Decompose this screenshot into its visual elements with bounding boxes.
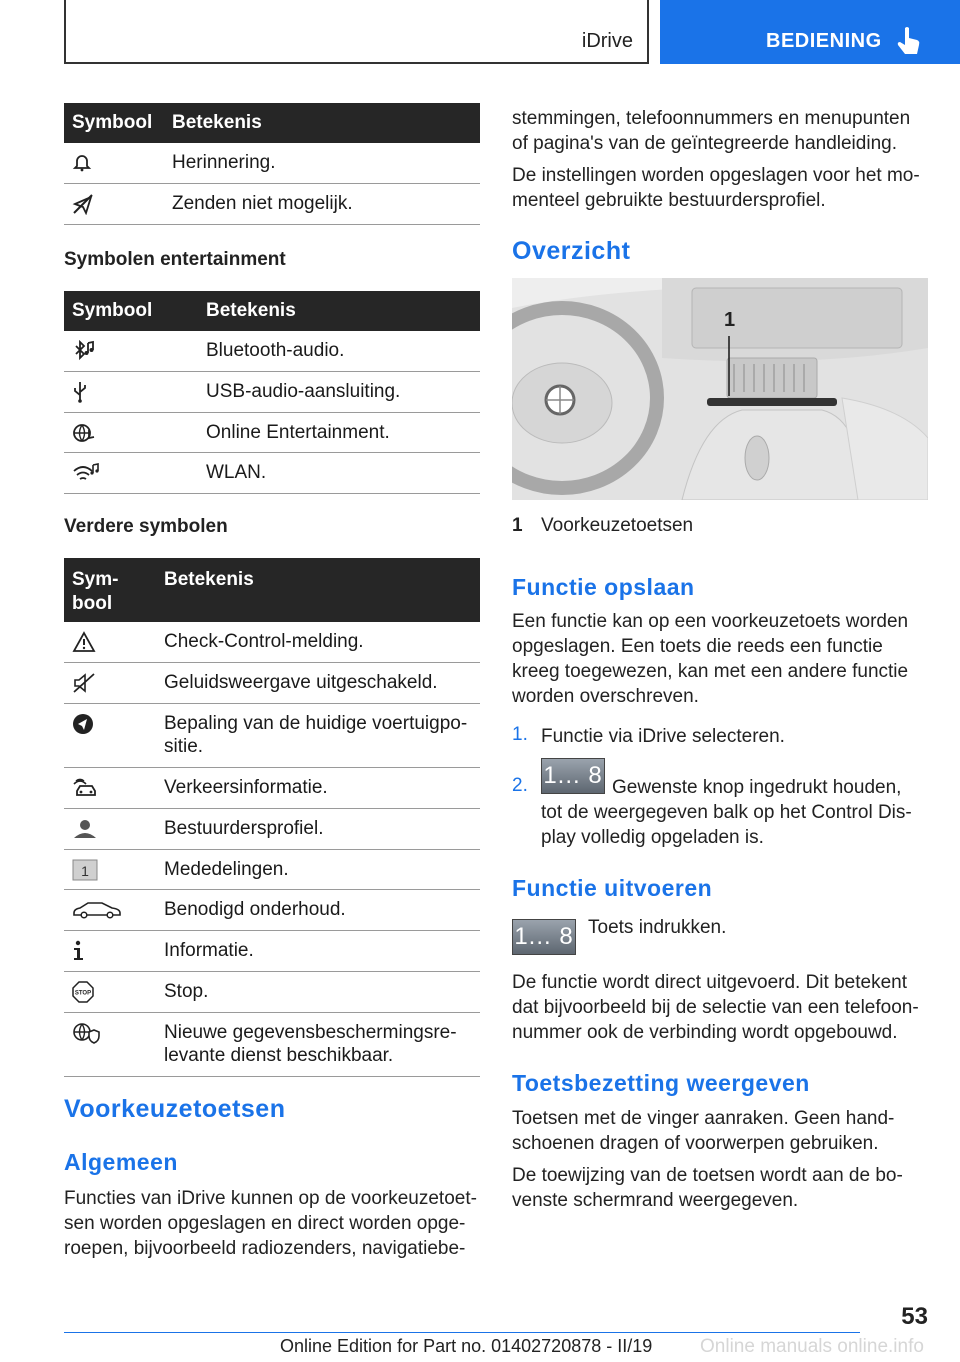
table-row — [64, 808, 480, 849]
table-row — [64, 622, 480, 662]
row-text: Verkeersinformatie. — [156, 768, 480, 809]
section-title: Voorkeuzetoetsen — [64, 1095, 286, 1123]
intro-paragraph-2 — [512, 163, 928, 213]
driver-profile-icon — [72, 818, 98, 840]
step-number: 2. — [512, 775, 528, 796]
location-icon — [72, 713, 94, 735]
traffic-icon — [72, 777, 100, 799]
row-text: Informatie. — [156, 931, 480, 972]
table-row — [64, 890, 480, 931]
usb-icon — [72, 381, 88, 403]
text-line: De functie wordt direct uitgevoerd. Dit betekent — [512, 972, 907, 993]
data-protection-icon — [72, 1022, 100, 1044]
col-meaning-header: Betekenis — [198, 291, 480, 331]
header-section-title: iDrive — [581, 30, 633, 52]
table-row — [64, 453, 480, 494]
row-text: Herinnering. — [164, 143, 480, 183]
table-row — [64, 849, 480, 890]
symbols-table-entertainment — [64, 291, 480, 494]
col-symbol-header: Symbool — [64, 291, 198, 331]
stop-icon-label: STOP — [74, 990, 92, 997]
row-text: Check-Control-melding. — [156, 622, 480, 662]
bluetooth-audio-icon — [72, 340, 96, 362]
text-line: Functies van iDrive kunnen op de voorkeuzetoet- — [64, 1188, 477, 1209]
table-row — [64, 331, 480, 371]
preset-button-image: 1... 8 — [512, 919, 576, 955]
legend-number: 1 — [512, 515, 523, 536]
row-text: Benodigd onderhoud. — [156, 890, 480, 931]
car-service-icon — [72, 899, 122, 919]
footer-edition: Online Edition for Part no. 01402720878 - II/19 — [280, 1336, 653, 1356]
execute-title: Functie uitvoeren — [512, 875, 713, 901]
text-line: schoenen dragen of voorwerpen gebruiken. — [512, 1133, 879, 1154]
table-row — [64, 1012, 480, 1077]
step-text: Gewenste knop ingedrukt houden, — [612, 777, 902, 798]
preset-button-image: 1... 8 — [541, 758, 605, 794]
header-section-box — [64, 0, 649, 64]
show-paragraph-1 — [512, 1106, 928, 1156]
text-line: stemmingen, telefoonnummers en menupunten — [512, 108, 911, 129]
execute-paragraph — [512, 970, 932, 1045]
row-text: WLAN. — [198, 453, 480, 494]
col-meaning-header: Betekenis — [156, 558, 480, 622]
table-row — [64, 931, 480, 972]
info-icon — [72, 940, 86, 962]
header-chapter-box — [660, 0, 960, 64]
footer-rule — [64, 1332, 860, 1333]
col-meaning-header: Betekenis — [164, 103, 480, 143]
text-line: nummer ook de verbinding wordt opgebouwd. — [512, 1022, 898, 1043]
text-line: De toewijzing van de toetsen wordt aan de bo- — [512, 1165, 903, 1186]
table-row — [64, 143, 480, 183]
message-icon-label: 1 — [81, 862, 89, 879]
page-number: 53 — [901, 1303, 928, 1330]
no-send-icon — [72, 193, 94, 215]
mute-icon — [72, 672, 96, 694]
symbols-table-other — [64, 558, 480, 1077]
row-text: Bepaling van de huidige voertuigpo- sitie. — [156, 703, 480, 768]
section-subtitle: Algemeen — [64, 1149, 178, 1175]
step-text: Functie via iDrive selecteren. — [541, 726, 785, 747]
overview-title: Overzicht — [512, 237, 631, 265]
table-row — [64, 768, 480, 809]
header-chapter-title: BEDIENING — [766, 30, 882, 52]
stop-icon — [72, 981, 94, 1003]
save-paragraph — [512, 609, 928, 709]
table-row — [64, 412, 480, 453]
text-line: tot de weergegeven balk op het Control Dis- — [541, 802, 912, 823]
text-line: worden overschreven. — [512, 686, 699, 707]
col-symbol-header: Sym- bool — [64, 558, 156, 622]
show-paragraph-2 — [512, 1163, 928, 1213]
legend-text: Voorkeuzetoetsen — [541, 515, 694, 536]
photo-callout: 1 — [724, 309, 736, 331]
text-line: Toetsen met de vinger aanraken. Geen hand- — [512, 1108, 895, 1129]
table-row — [64, 662, 480, 703]
row-text: Bluetooth-audio. — [198, 331, 480, 371]
text-line: menteel gebruikte bestuurdersprofiel. — [512, 190, 826, 211]
row-text: Online Entertainment. — [198, 412, 480, 453]
left-paragraph — [64, 1186, 480, 1261]
dashboard-illustration — [512, 278, 928, 500]
text-line: dat bijvoorbeeld bij de selectie van een telefoon- — [512, 997, 919, 1018]
step-number: 1. — [512, 724, 528, 745]
watermark: Online manuals online.info — [700, 1336, 924, 1357]
wlan-icon — [72, 462, 100, 484]
text-line: opgeslagen. Een toets die reeds een functie — [512, 636, 883, 657]
symbols-table-1 — [64, 103, 480, 225]
row-text: Stop. — [156, 971, 480, 1012]
text-line: venste schermrand weergegeven. — [512, 1190, 799, 1211]
table-row — [64, 183, 480, 224]
save-title: Functie opslaan — [512, 574, 695, 600]
show-title: Toetsbezetting weergeven — [512, 1070, 810, 1096]
entertainment-heading: Symbolen entertainment — [64, 249, 286, 270]
row-text: Nieuwe gegevensbeschermingsre- levante dienst beschikbaar. — [156, 1012, 480, 1077]
text-line: Een functie kan op een voorkeuzetoets worden — [512, 611, 909, 632]
row-text: Geluidsweergave uitgeschakeld. — [156, 662, 480, 703]
text-line: play volledig opgeladen is. — [541, 827, 764, 848]
execute-instruction: Toets indrukken. — [588, 917, 727, 938]
pointing-hand-icon — [896, 26, 922, 56]
text-line: De instellingen worden opgeslagen voor het mo- — [512, 165, 920, 186]
row-text: Zenden niet mogelijk. — [164, 183, 480, 224]
text-line: kreeg toegewezen, kan met een andere functie — [512, 661, 909, 682]
text-line: sen worden opgeslagen en direct worden opge- — [64, 1213, 466, 1234]
row-text: Bestuurdersprofiel. — [156, 808, 480, 849]
message-icon — [72, 859, 98, 881]
step-text-continued — [541, 800, 931, 850]
intro-paragraph — [512, 106, 928, 156]
table-row — [64, 703, 480, 768]
table-row — [64, 971, 480, 1012]
dashboard-photo — [512, 278, 928, 500]
table-row — [64, 371, 480, 412]
row-text: USB-audio-aansluiting. — [198, 371, 480, 412]
warning-icon — [72, 631, 96, 653]
col-symbol-header: Symbool — [64, 103, 164, 143]
row-text: Mededelingen. — [156, 849, 480, 890]
online-entertainment-icon — [72, 422, 96, 444]
bell-icon — [72, 152, 92, 172]
text-line: of pagina's van de geïntegreerde handleiding. — [512, 133, 897, 154]
other-symbols-heading: Verdere symbolen — [64, 516, 228, 537]
text-line: roepen, bijvoorbeeld radiozenders, navigatiebe- — [64, 1238, 466, 1259]
